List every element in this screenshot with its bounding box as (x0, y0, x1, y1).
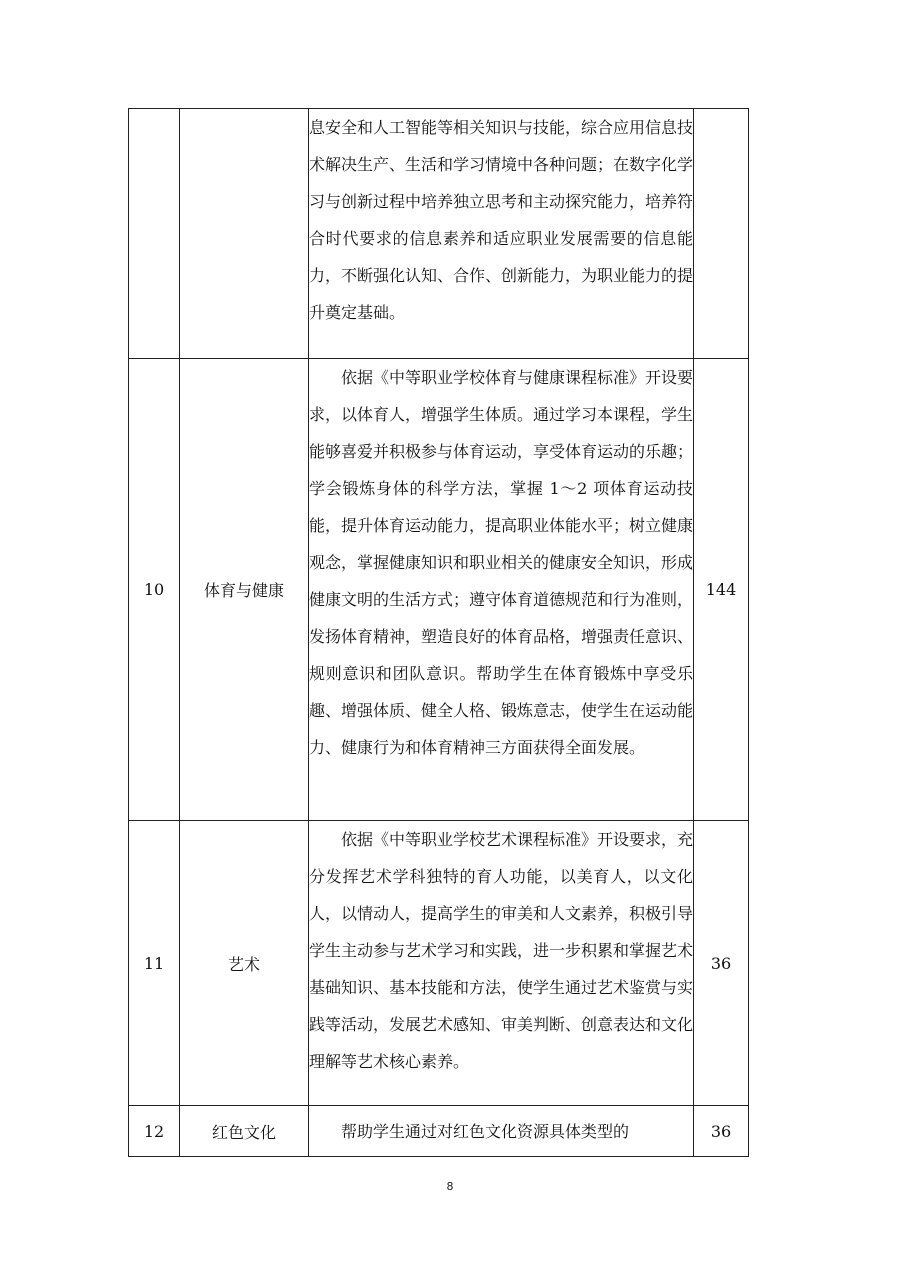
table-row (129, 109, 749, 359)
course-description-text: 依据《中等职业学校体育与健康课程标准》开设要求，以体育人，增强学生体质。通过学习本课程，学生能够喜爱并积极参与体育运动，享受体育运动的乐趣；学会锻炼身体的科学方法，掌握 1～2 项体育运动技能，提升体育运动能力，提高职业体能水平；树立健康观念，掌握健康知识和职业相关的健康安全知识，形成健康文明的生活方式；遵守体育道德规范和行为准则，发扬体育精神，塑造良好的体育品格，增强责任意识、规则意识和团队意识。帮助学生在体育锻炼中享受乐趣、增强体质、健全人格、锻炼意志，使学生在运动能力、健康行为和体育精神三方面获得全面发展。 (309, 368, 694, 757)
course-description-cell (309, 1106, 694, 1157)
page-number: 8 (446, 1180, 454, 1193)
course-description-cell (309, 109, 694, 359)
course-name-cell: 体育与健康 (180, 359, 309, 821)
course-number-cell: 12 (129, 1106, 180, 1157)
course-name-cell: 艺术 (180, 821, 309, 1106)
course-name-cell (180, 109, 309, 359)
course-number-cell (129, 109, 180, 359)
course-description-text: 息安全和人工智能等相关知识与技能，综合应用信息技术解决生产、生活和学习情境中各种问题；在数字化学习与创新过程中培养独立思考和主动探究能力，培养符合时代要求的信息素养和适应职业发展需要的信息能力，不断强化认知、合作、创新能力，为职业能力的提升奠定基础。 (309, 118, 694, 322)
table-row (129, 359, 749, 821)
table-row (129, 821, 749, 1106)
course-name-cell: 红色文化 (180, 1106, 309, 1157)
course-hours-cell: 36 (694, 1106, 749, 1157)
course-table (128, 108, 749, 1157)
course-description-text: 帮助学生通过对红色文化资源具体类型的 (341, 1121, 630, 1141)
course-description-text: 依据《中等职业学校艺术课程标准》开设要求，充分发挥艺术学科独特的育人功能，以美育人，以文化人，以情动人，提高学生的审美和人文素养，积极引导学生主动参与艺术学习和实践，进一步积累和掌握艺术基础知识、基本技能和方法，使学生通过艺术鉴赏与实践等活动，发展艺术感知、审美判断、创意表达和文化理解等艺术核心素养。 (309, 830, 694, 1071)
course-description-cell (309, 359, 694, 821)
course-hours-cell (694, 109, 749, 359)
course-description-cell (309, 821, 694, 1106)
course-number-cell: 10 (129, 359, 180, 821)
course-number-cell: 11 (129, 821, 180, 1106)
course-hours-cell: 36 (694, 821, 749, 1106)
table-row (129, 1106, 749, 1157)
course-hours-cell: 144 (694, 359, 749, 821)
